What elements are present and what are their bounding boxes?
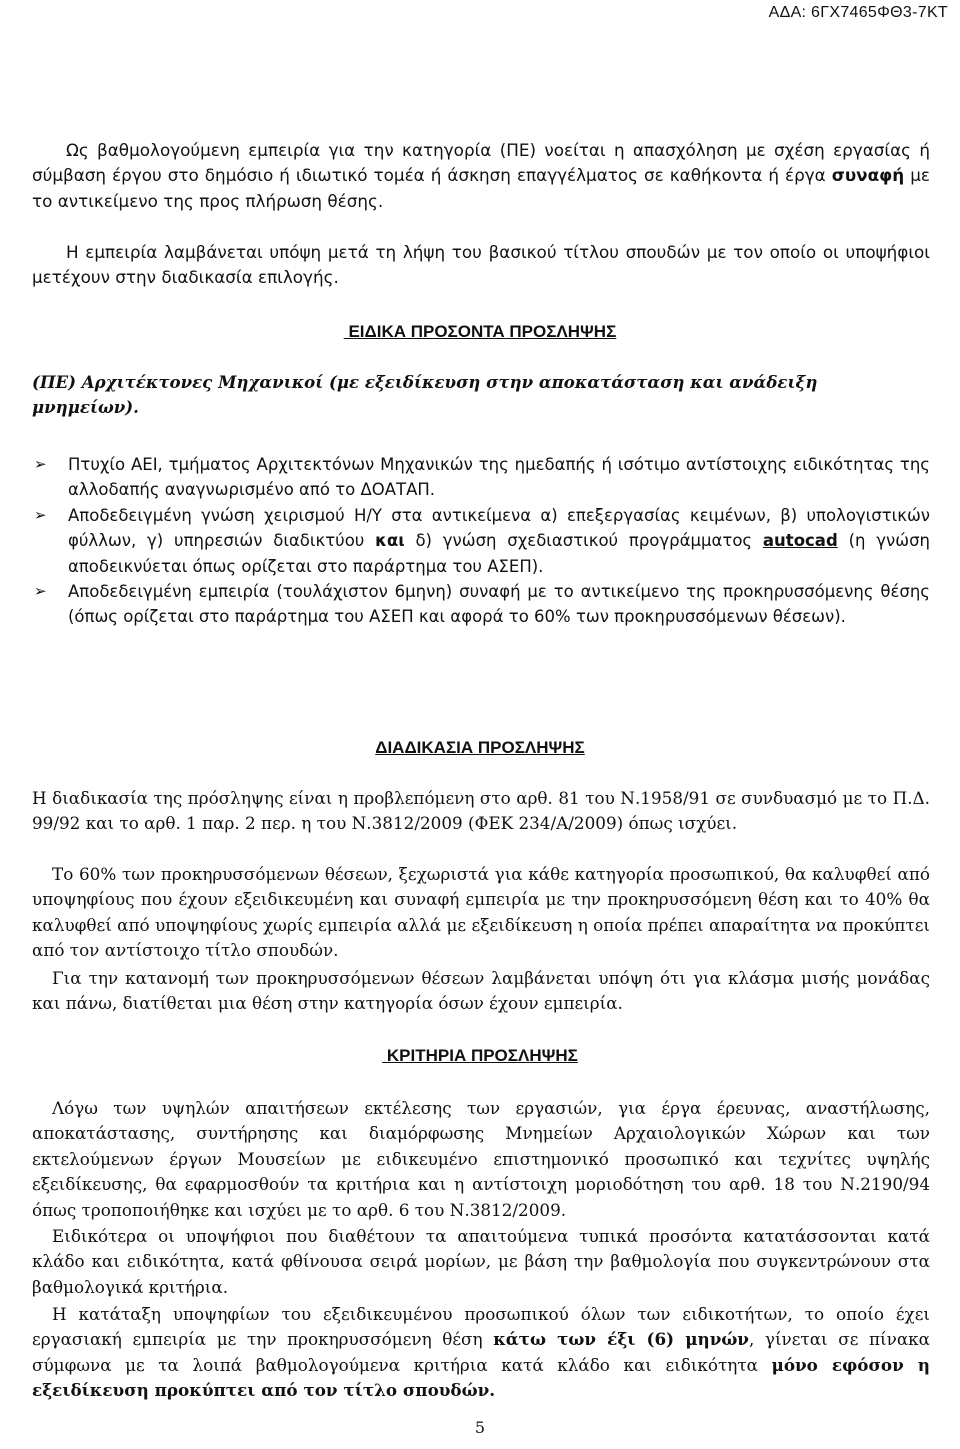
criteria-text-3a: Η κατάταξη υποψηφίων του εξειδικευμένου προσωπικού όλων των ειδικοτήτων, το οποίο έχει εργασιακή εμπειρία με την προκηρυσσόμενη θέση [32, 1304, 930, 1350]
criteria-paragraph-2 [32, 1224, 930, 1300]
criteria-paragraph-1 [32, 1096, 930, 1223]
procedure-heading: ΔΙΑΔΙΚΑΣΙΑ ΠΡΟΣΛΗΨΗΣ [375, 738, 585, 757]
list-item [32, 579, 930, 630]
autocad-text: autocad [762, 531, 838, 551]
page-number: 5 [474, 1418, 486, 1437]
procedure-paragraph-2 [32, 862, 930, 964]
intro-text-a: Ως βαθμολογούμενη εμπειρία για την κατηγορία (ΠΕ) νοείται η απασχόληση με σχέση εργασίας ή σύμβαση έργου στο δημόσιο ή ιδιωτικό τομέα ή άσκηση επαγγέλματος σε καθήκοντα ή έργα [32, 140, 930, 186]
list-item [32, 452, 930, 503]
procedure-text-3: Για την κατανομή των προκηρυσσόμενων θέσεων λαμβάνεται υπόψη ότι για κλάσμα μισής μονάδας και πάνω, διατίθεται μια θέση στην κατηγορία όσων έχουν εμπειρία. [32, 968, 930, 1014]
bullet-bold-and: και [375, 531, 405, 551]
intro-paragraph-2 [32, 240, 930, 291]
criteria-heading: ΚΡΙΤΗΡΙΑ ΠΡΟΣΛΗΨΗΣ [382, 1046, 578, 1065]
bullet-text-3: Αποδεδειγμένη εμπειρία (τουλάχιστον 6μηνη) συναφή με το αντικείμενο της προκηρυσσόμενης θέσης (όπως ορίζεται στο παράρτημα του ΑΣΕΠ και αφορά το 60% των προκηρυσσόμενων θέσεων). [68, 582, 930, 627]
criteria-paragraph-3 [32, 1302, 930, 1404]
bullet-text-2a: Αποδεδειγμένη γνώση χειρισμού Η/Υ στα αντικείμενα α) επεξεργασίας κειμένων, β) υπολογιστικών φύλλων, γ) υπηρεσιών διαδικτύου [68, 505, 930, 551]
arrowhead-bullet-icon: ➢ [34, 582, 47, 601]
procedure-paragraph-1: Η διαδικασία της πρόσληψης είναι η προβλεπόμενη στο αρθ. 81 του Ν.1958/91 σε συνδυασμό με το Π.Δ. 99/92 και το αρθ. 1 παρ. 2 περ. η του Ν.3812/2009 (ΦΕΚ 234/Α/2009) όπως ισχύει. [32, 788, 930, 834]
bullet-text-1: Πτυχίο ΑΕΙ, τμήματος Αρχιτεκτόνων Μηχανικών της ημεδαπής ή ισότιμο αντίστοιχης ειδικότητας της αλλοδαπής αναγνωρισμένο από το ΔΟΑΤΑΠ. [68, 455, 930, 500]
intro-text-2: Η εμπειρία λαμβάνεται υπόψη μετά τη λήψη του βασικού τίτλου σπουδών με τον οποίο οι υποψήφιοι μετέχουν στην διαδικασία επιλογής. [32, 242, 930, 288]
bullet-text-2c: (η γνώση αποδεικνύεται όπως ορίζεται στο παράρτημα του ΑΣΕΠ). [68, 531, 930, 576]
qualifications-heading: ΕΙΔΙΚΑ ΠΡΟΣΟΝΤΑ ΠΡΟΣΛΗΨΗΣ [343, 322, 617, 341]
criteria-text-2: Ειδικότερα οι υποψήφιοι που διαθέτουν τα απαιτούμενα τυπικά προσόντα κατατάσσονται κατά κλάδο και ειδικότητα, κατά φθίνουσα σειρά μορίων, με βάση την βαθμολογία που συγκεντρώνουν στα βαθμολογικά κριτήρια. [32, 1226, 930, 1297]
arrowhead-bullet-icon: ➢ [34, 505, 47, 524]
list-item [32, 503, 930, 579]
procedure-text-2: Το 60% των προκηρυσσόμενων θέσεων, ξεχωριστά για κάθε κατηγορία προσωπικού, θα καλυφθεί από υποψηφίους που έχουν εξειδικευμένη και συναφή εμπειρία με την προκηρυσσόμενη θέση και το 40% θα καλυφθεί από υποψηφίους χωρίς εμπειρία αλλά με εξειδίκευση η οποία πρέπει απαραίτητα να προκύπτει από τον αντίστοιχο τίτλο σπουδών. [32, 864, 930, 961]
criteria-text-3b: , γίνεται σε πίνακα σύμφωνα με τα λοιπά βαθμολογούμενα κριτήρια κατά κλάδο και ειδικότητα [32, 1329, 930, 1375]
intro-bold-related: συναφή [831, 165, 905, 186]
procedure-paragraph-3 [32, 966, 930, 1017]
intro-text-b: με το αντικείμενο της προς πλήρωση θέσης. [32, 165, 930, 211]
criteria-bold-degree: μόνο εφόσον η εξειδίκευση προκύπτει από τον τίτλο σπουδών. [32, 1354, 930, 1401]
criteria-bold-months: κάτω των έξι (6) μηνών [493, 1329, 749, 1350]
specialty-title: (ΠΕ) Αρχιτέκτονες Μηχανικοί (με εξειδίκευση στην αποκατάσταση και ανάδειξη μνημείων). [32, 372, 818, 417]
bullet-text-2b: δ) γνώση σχεδιαστικού προγράμματος [404, 531, 763, 551]
qualification-list [32, 452, 930, 630]
intro-paragraph-1 [32, 138, 930, 214]
criteria-text-1: Λόγω των υψηλών απαιτήσεων εκτέλεσης των εργασιών, για έργα έρευνας, αναστήλωσης, αποκατάστασης, συντήρησης και διαμόρφωσης Μνημείων Αρχαιολογικών Χώρων και των εκτελούμενων έργων Μουσείων με ειδικευμένο επιστημονικό προσωπικό και τεχνίτες υψηλής εξειδίκευσης, θα εφαρμοσθούν τα κριτήρια και η αντίστοιχη μοριοδότηση του αρθ. 18 του Ν.2190/94 όπως τροποποιήθηκε και ισχύει με το αρθ. 6 του Ν.3812/2009. [32, 1098, 930, 1220]
ada-code: ΑΔΑ: 6ΓΧ7465ΦΘ3-7ΚΤ [768, 4, 948, 21]
arrowhead-bullet-icon: ➢ [34, 455, 47, 473]
